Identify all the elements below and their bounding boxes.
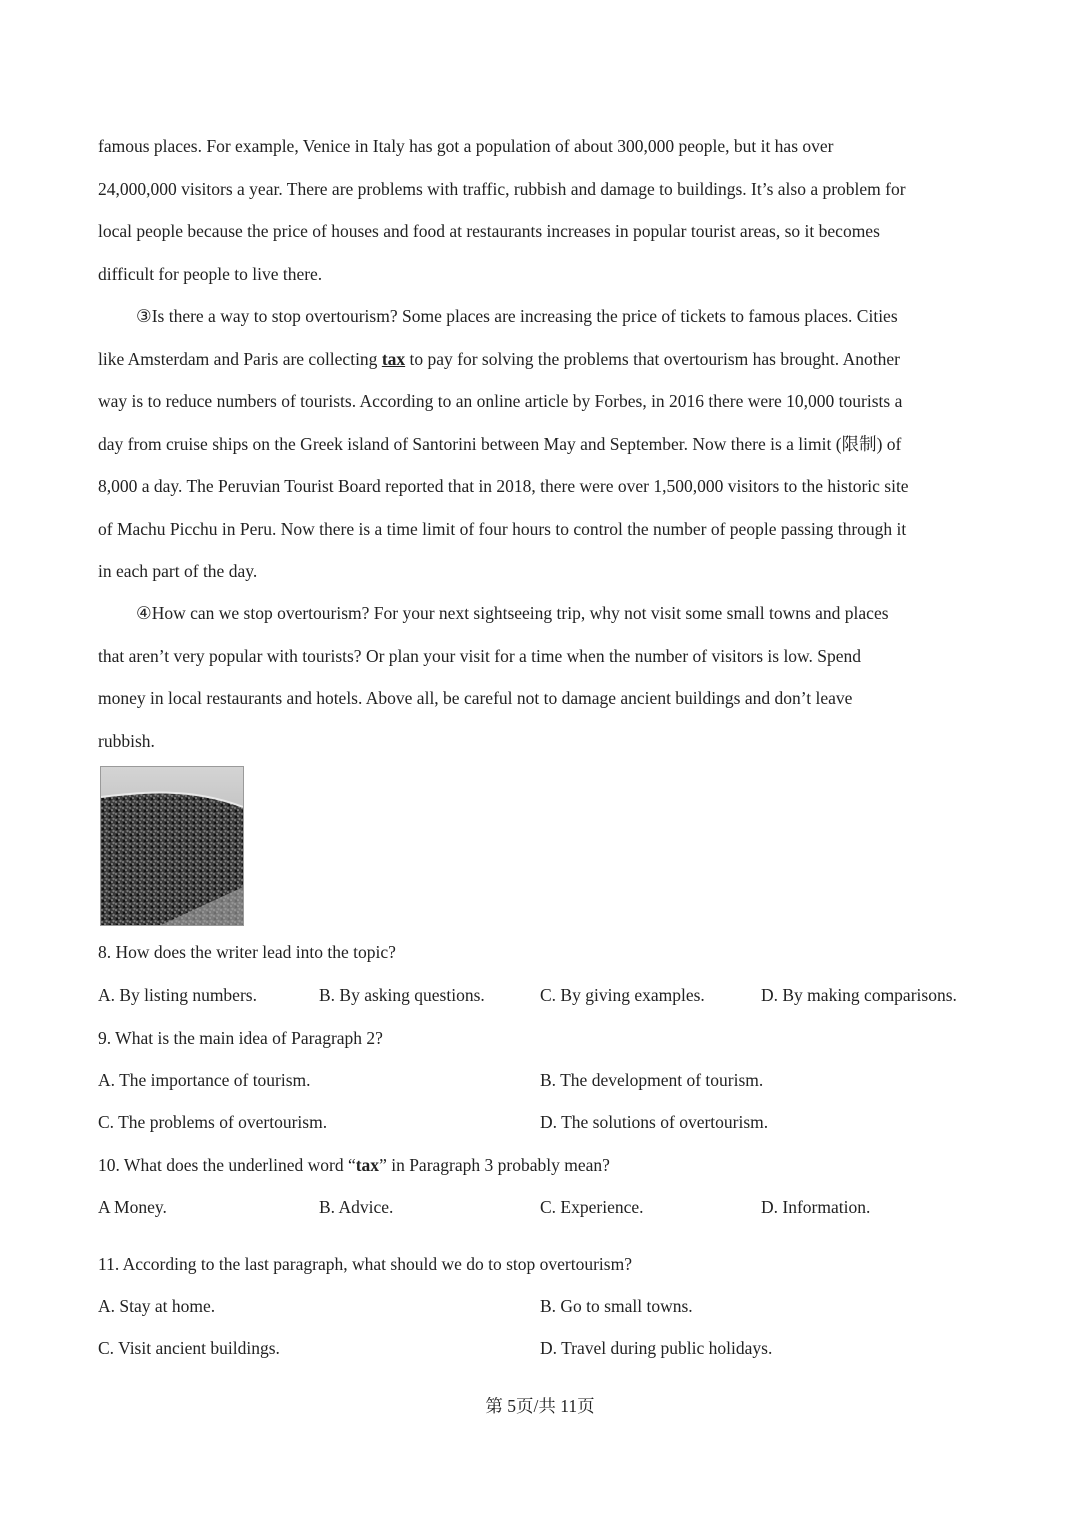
paragraph-2: [98, 136, 983, 306]
question-10-option-c[interactable]: C. Experience.: [540, 1197, 644, 1217]
question-11-option-b[interactable]: B. Go to small towns.: [540, 1296, 693, 1316]
text-segment: 10. What does the underlined word “: [98, 1155, 356, 1175]
text-line: of Machu Picchu in Peru. Now there is a time limit of four hours to control the number of people passing through it: [98, 518, 907, 539]
question-9-option-a[interactable]: A. The importance of tourism.: [98, 1070, 311, 1090]
text-line: way is to reduce numbers of tourists. According to an online article by Forbes, in 2016 there were 10,000 tourists a: [98, 391, 903, 411]
question-10: [98, 1155, 610, 1176]
underlined-word-tax: tax: [381, 348, 406, 369]
text-line: money in local restaurants and hotels. Above all, be careful not to damage ancient buildings and don’t leave: [98, 688, 853, 708]
question-9: 9. What is the main idea of Paragraph 2?: [98, 1028, 383, 1048]
crowd-photo: [100, 766, 244, 926]
question-9-option-d[interactable]: D. The solutions of overtourism.: [540, 1112, 769, 1132]
text-line: in each part of the day.: [98, 561, 258, 581]
question-8: 8. How does the writer lead into the topic?: [98, 942, 396, 962]
page-number: 第 5页/共 11页: [485, 1396, 595, 1416]
question-11: 11. According to the last paragraph, what should we do to stop overtourism?: [98, 1254, 632, 1274]
text-line: local people because the price of houses and food at restaurants increases in popular tourist areas, so it becomes: [98, 221, 880, 241]
question-10-option-d[interactable]: D. Information.: [761, 1197, 871, 1217]
text-line: day from cruise ships on the Greek island of Santorini between May and September. Now there is a limit (限制) of: [98, 433, 902, 454]
question-8-option-d[interactable]: D. By making comparisons.: [761, 985, 957, 1005]
text-line: ④How can we stop overtourism? For your next sightseeing trip, why not visit some small towns and places: [136, 603, 889, 623]
question-11-option-a[interactable]: A. Stay at home.: [98, 1296, 216, 1316]
text-line: rubbish.: [98, 730, 155, 751]
text-line: ③Is there a way to stop overtourism? Some places are increasing the price of tickets to famous places. Cities: [136, 306, 898, 326]
text-segment: ” in Paragraph 3 probably mean?: [379, 1155, 610, 1175]
text-line: that aren’t very popular with tourists? Or plan your visit for a time when the number of visitors is low. Spend: [98, 645, 862, 666]
paragraph-3: [98, 306, 983, 604]
text-line: famous places. For example, Venice in Italy has got a population of about 300,000 people, but it has over: [98, 136, 834, 156]
text-line: 8,000 a day. The Peruvian Tourist Board reported that in 2018, there were over 1,500,000 visitors to the historic site: [98, 476, 909, 496]
question-11-option-c[interactable]: C. Visit ancient buildings.: [98, 1338, 280, 1358]
question-10-option-a[interactable]: A Money.: [98, 1197, 167, 1217]
text-segment: like Amsterdam and Paris are collecting: [98, 348, 382, 369]
text-line: difficult for people to live there.: [98, 263, 323, 284]
question-9-option-b[interactable]: B. The development of tourism.: [540, 1070, 764, 1090]
question-9-option-c[interactable]: C. The problems of overtourism.: [98, 1112, 328, 1132]
text-segment: to pay for solving the problems that overtourism has brought. Another: [405, 348, 900, 369]
question-8-option-a[interactable]: A. By listing numbers.: [98, 985, 257, 1005]
paragraph-4: [98, 603, 983, 773]
text-line: 24,000,000 visitors a year. There are problems with traffic, rubbish and damage to buildings. It’s also a problem for: [98, 178, 906, 199]
question-keyword-tax: tax: [355, 1155, 380, 1175]
question-10-option-b[interactable]: B. Advice.: [319, 1197, 394, 1217]
question-11-option-d[interactable]: D. Travel during public holidays.: [540, 1338, 773, 1358]
question-8-option-c[interactable]: C. By giving examples.: [540, 985, 705, 1005]
text-line: [98, 349, 983, 392]
question-8-option-b[interactable]: B. By asking questions.: [319, 985, 485, 1005]
